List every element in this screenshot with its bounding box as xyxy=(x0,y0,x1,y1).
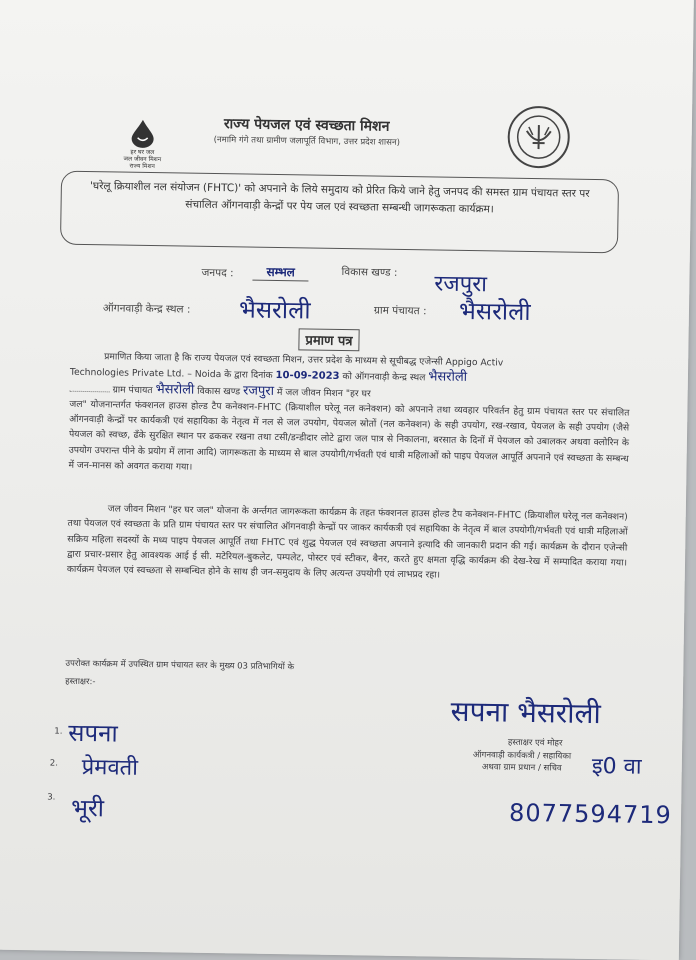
participant-name-2: प्रेमवती xyxy=(81,754,139,781)
para1-rest: जल" योजनान्तर्गत फंक्शनल हाउस होल्ड टैप कनेक्शन-FHTC (क्रियाशील घरेलू नल कनेक्शन) को अपनाने तथा व्यवहार परिवर्तन हेतु ग्राम पंचायत स्तर पर संचालित ऑगनवाड़ी केन्द्रों पर कार्यकत्री एवं सहायिका के नेतृत्व में नल से जल उपयोग, पेयजल स्रोतों (नल कनेक्शन) के सही उपयोग, रख-रखाव, पेयजल के सही उपयोग (जैसे पेयजल को स्वच्छ, ढँके सुरक्षित स्थान पर ढककर रखना तथा टसी/डन्डीदार लोटे द्वारा जल पात्र से निकालना, बरसात के दिनों में पेयजल को उबालकर अथवा क्लोरिन के उपयोग उपरान्त पीने के प्रयोग में लाना आदि) जागरूकता के माध्यम से बाल उपयोगी/गर्भवती एवं धात्री महिलाओं को पाइप पेयजल आपूर्ति अपनाने एवं स्वच्छता के सम्बन्ध में जन-मानस को अवगत कराया गया। xyxy=(68,398,630,473)
para1-line3-gp-label: ग्राम पंचायत xyxy=(112,384,153,396)
janpad-label: जनपद : xyxy=(201,266,234,280)
gram-panchayat-value: भैसरोली xyxy=(458,296,531,326)
date-value: 10-09-2023 xyxy=(275,370,340,383)
reps-line: उपरोक्त कार्यक्रम में उपस्थित ग्राम पंचायत स्तर के मुख्य 03 प्रतिभागियों के xyxy=(65,658,295,673)
logo-caption-3: राज्य मिशन xyxy=(129,162,155,171)
para1-line3-block-label: विकास खण्ड xyxy=(197,385,241,398)
para1-line1: प्रमाणित किया जाता है कि राज्य पेयजल एवं स्वच्छता मिशन, उत्तर प्रदेश के माध्यम से सूचीबद्ध एजेन्सी Appigo Activ xyxy=(104,351,504,369)
jal-jeevan-logo xyxy=(119,118,166,170)
gram-panchayat-label: ग्राम पंचायत : xyxy=(373,304,427,318)
role-line-1: ऑगनवाड़ी कार्यकत्री / सहायिका xyxy=(472,750,572,762)
certificate-paragraph-1 xyxy=(68,349,630,482)
anganwadi-value: भैसरोली xyxy=(238,295,311,325)
water-drop-icon xyxy=(129,119,155,149)
janpad-value: सम्भल xyxy=(252,263,309,282)
logo-caption-2: जल जीवन मिशन xyxy=(123,155,162,164)
para1-line3-end: में जल जीवन मिशन "हर घर xyxy=(276,386,371,400)
certificate-title: प्रमाण पत्र xyxy=(298,328,359,351)
participant-name-1: सपना xyxy=(68,718,118,748)
vikas-khand-value: रजपुरा xyxy=(434,271,488,298)
handwritten-signature: सपना भैसरोली xyxy=(450,694,602,731)
participant-number-1: 1. xyxy=(54,726,63,737)
phone-number: 8077594719 xyxy=(508,798,673,830)
role-line-2: अथवा ग्राम प्रधान / सचिव xyxy=(481,762,562,774)
para1-line2-start: Technologies Private Ltd. – Noida के द्वारा दिनांक xyxy=(69,367,273,382)
handwritten-gp: भैसरोली xyxy=(155,381,195,398)
header-subtitle: (नमामि गंगे तथा ग्रामीण जलापूर्ति विभाग, उत्तर प्रदेश शासन) xyxy=(213,134,401,148)
dotted-blank xyxy=(70,390,110,392)
handwritten-block: रजपुरा xyxy=(242,383,275,399)
para1-line2-end: को ऑगनवाड़ी केन्द्र स्थल xyxy=(342,371,426,384)
handwritten-extra: इ0 वा xyxy=(591,753,642,780)
up-government-emblem xyxy=(506,105,571,170)
emblem-icon xyxy=(506,105,571,170)
stamp-label: हस्ताक्षर एवं मोहर xyxy=(507,737,563,749)
anganwadi-label: ऑगनवाड़ी केन्द्र स्थल : xyxy=(102,302,191,316)
participant-name-3: भूरी xyxy=(70,793,105,823)
handwritten-centre: भैसरोली xyxy=(428,369,468,386)
participant-number-3: 3. xyxy=(47,792,56,803)
program-banner xyxy=(60,171,619,254)
participant-number-2: 2. xyxy=(49,758,59,769)
vikas-khand-label: विकास खण्ड : xyxy=(341,265,398,279)
logo-caption-1: हर घर जल xyxy=(130,148,155,157)
banner-text: 'घरेलू क्रियाशील नल संयोजन (FHTC)' को अपनाने के लिये समुदाय को प्रेरित किये जाने हेतु जनपद की समस्त ग्राम पंचायत स्तर पर संचालित ऑगनवाड़ी केन्द्रों पर पेय जल एवं स्वच्छता सम्बन्धी जागरूकता कार्यक्रम। xyxy=(89,180,590,216)
certificate-paragraph-2: जल जीवन मिशन "हर घर जल" योजना के अर्न्तगत जागरूकता कार्यक्रम के तहत फंक्शनल हाउस होल्ड टैप कनेक्शन-FHTC (क्रियाशील घरेलू नल कनेक्शन) तथा पेयजल एवं स्वच्छता के प्रति ग्राम पंचायत स्तर पर संचालित ऑगनवाड़ी केन्द्रों पर जाकर कार्यकत्री एवं सहायिका के नेतृत्व में बाल उपयोगी/गर्भवती एवं धात्री महिलाओं सक्रिय महिला सदस्यों के मध्य पाइप पेयजल आपूर्ति तथा FHTC एवं शुद्ध पेयजल एवं स्वच्छता अपनाने इत्यादि की जानकारी प्रदान की गई। कार्यक्रम के दौरान एजेन्सी द्वारा प्रचार-प्रसार हेतु आवश्यक आई ई सी. मटेरियल-बुकलेट, पम्पलेट, पोस्टर एवं स्टीकर, बैनर, करते हुए क्षमता वृद्धि कार्यक्रम की देख-रेख में सम्पादित कराया गया। कार्यक्रम पेयजल एवं स्वच्छता से सम्बन्धित होने के साथ ही जन-समुदाय के लिए अत्यन्त उपयोगी एवं लाभप्रद रहा। xyxy=(66,503,628,581)
signature-label: हस्ताक्षर:- xyxy=(65,676,96,688)
header-title: राज्य पेयजल एवं स्वच्छता मिशन xyxy=(223,116,390,135)
